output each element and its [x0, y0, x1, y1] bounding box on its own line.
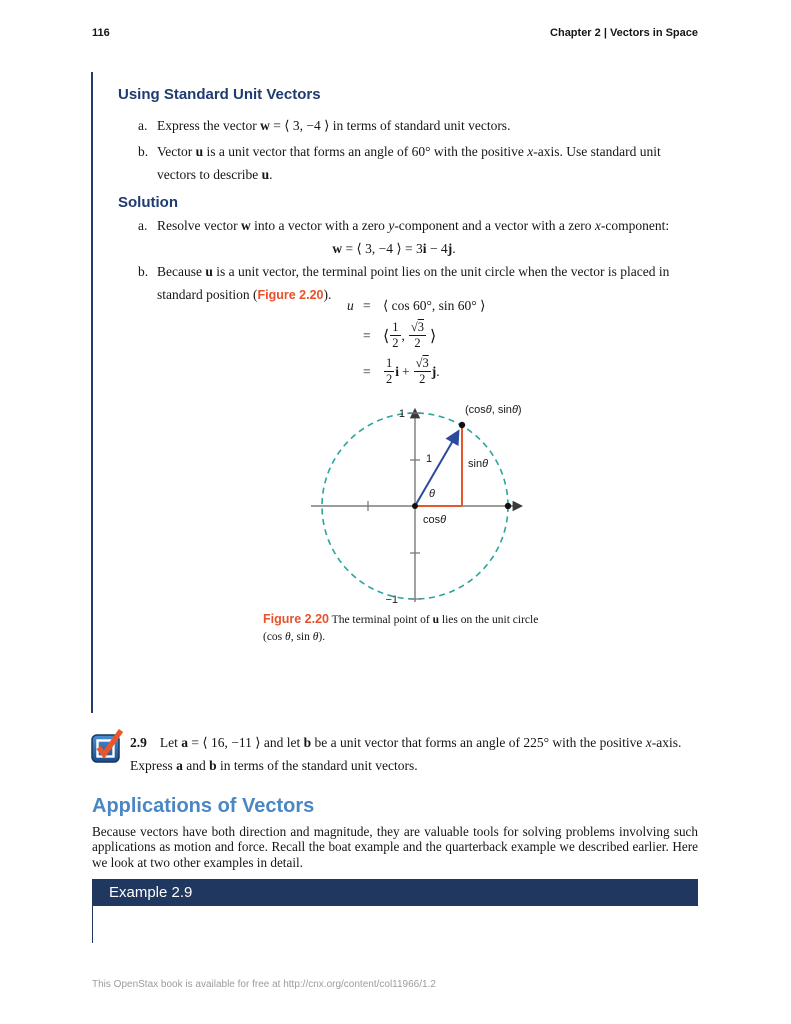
figure-link[interactable]: Figure 2.20	[257, 288, 324, 302]
fraction: $\frac{√3}{2}$	[415, 356, 429, 387]
equation-line: = ⟨ $\frac{1}{2}$ , $\frac{√3}{2}$ ⟩	[363, 320, 437, 351]
figure-2-20	[305, 398, 535, 615]
terminal-dot	[459, 422, 465, 428]
section-heading: Using Standard Unit Vectors	[118, 86, 321, 103]
figure-link[interactable]: Figure 2.20	[263, 612, 329, 626]
x-intercept-dot	[505, 503, 511, 509]
solution-heading: Solution	[118, 194, 178, 211]
footer-note: This OpenStax book is available for free at http://cnx.org/content/col11966/1.2	[92, 979, 436, 990]
cos-label: cosθ	[423, 514, 447, 526]
example-banner: Example 2.9	[92, 879, 698, 906]
sin-label: sinθ	[468, 458, 489, 470]
equation-w: w = ⟨ 3, −4 ⟩ = 3i − 4j.	[332, 241, 456, 256]
applications-paragraph: Because vectors have both direction and magnitude, they are valuable tools for solving problems involving such applications as motion and force. Recall the boat example and the quarterback example we described earlier. Here we look at two other examples in detail.	[92, 824, 698, 870]
figure-caption: Figure 2.20 The terminal point of u lies on the unit circle (cos θ, sin θ).	[263, 612, 539, 643]
list-item-text: Resolve vector w into a vector with a zero y-component and a vector with a zero x-component:	[157, 218, 670, 233]
list-item-label: b.	[138, 264, 149, 279]
chapter-title: Chapter 2 | Vectors in Space	[550, 27, 698, 39]
checkpoint-icon	[90, 725, 128, 772]
list-item-label: b.	[138, 144, 149, 159]
list-item-label: a.	[138, 118, 148, 133]
checkpoint-text: 2.9 Let a = ⟨ 16, −11 ⟩ and let b be a unit vector that forms an angle of 225° with the positive x-axis. Express a and b in terms of the standard unit vectors.	[130, 735, 682, 773]
example-vertical-rule	[92, 906, 93, 943]
applications-heading: Applications of Vectors	[92, 795, 315, 817]
fraction: $\frac{√3}{2}$	[410, 320, 424, 351]
y-axis-label-neg1: −1	[385, 594, 398, 606]
solution-list	[138, 214, 690, 307]
checkpoint-number: 2.9	[130, 735, 147, 750]
origin-dot	[412, 503, 418, 509]
equation-u-block	[347, 298, 485, 394]
terminal-point-label: (cosθ, sinθ)	[465, 404, 522, 416]
list-item	[138, 214, 690, 237]
fraction: $\frac{1}{2}$	[386, 356, 393, 387]
theta-label: θ	[429, 488, 435, 500]
list-item	[138, 114, 690, 137]
math-lhs: u	[347, 298, 354, 313]
equation-line: = $\frac{1}{2}$ i + $\frac{√3}{2}$ j .	[363, 356, 440, 387]
hypotenuse-label: 1	[426, 453, 433, 465]
list-item-label: a.	[138, 218, 148, 233]
list-item-text: Express the vector w = ⟨ 3, −4 ⟩ in terms of standard unit vectors.	[157, 118, 511, 133]
problem-list	[138, 114, 690, 186]
list-item-text: Because u is a unit vector, the terminal point lies on the unit circle when the vector is placed in standard position (Figure 2.20).	[157, 264, 670, 302]
math-rhs: ⟨ cos 60°, sin 60° ⟩	[383, 298, 486, 313]
y-axis-label-1: 1	[398, 408, 405, 420]
fraction: $\frac{1}{2}$	[392, 320, 399, 351]
unit-circle-diagram	[305, 398, 535, 610]
list-item	[138, 140, 690, 186]
list-item-text: Vector u is a unit vector that forms an angle of 60° with the positive x-axis. Use standard unit vectors to describe u.	[157, 144, 661, 182]
page-number: 116	[92, 27, 110, 39]
vector-u	[415, 432, 458, 506]
section-vertical-rule	[91, 72, 93, 713]
equation-line: u = ⟨ cos 60°, sin 60° ⟩	[347, 298, 486, 313]
